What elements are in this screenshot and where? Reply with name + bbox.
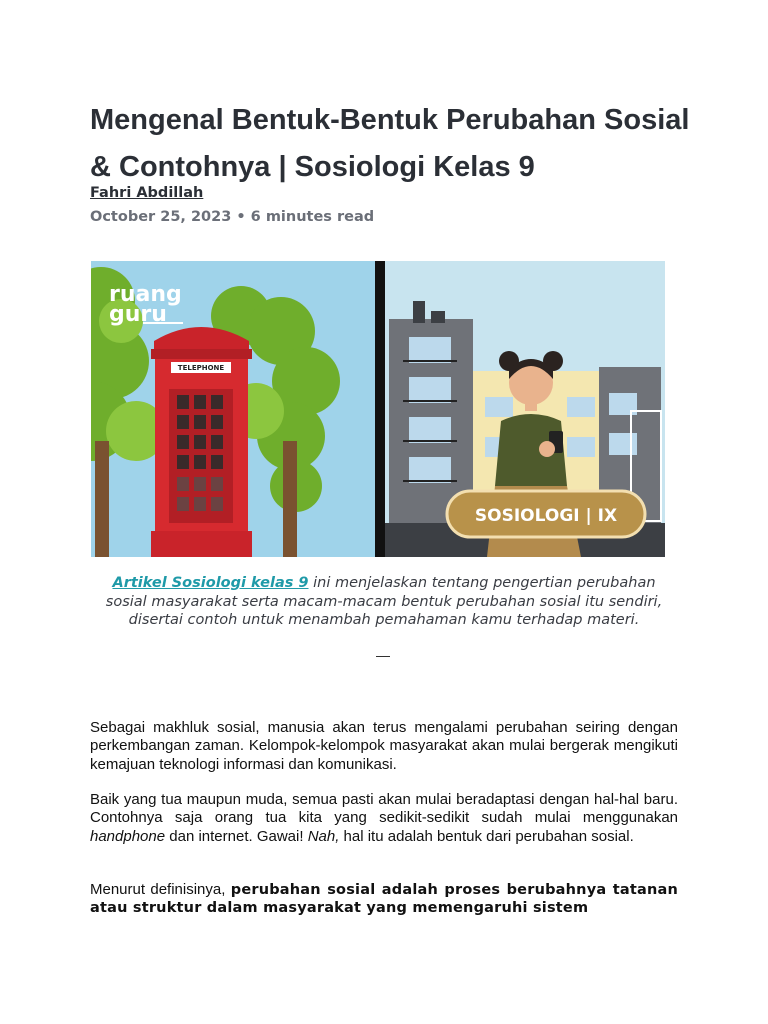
image-caption — [90, 574, 678, 630]
paragraph-3 — [90, 881, 678, 918]
booth-sign: TELEPHONE — [177, 364, 225, 372]
brand-logo-line2: guru — [109, 302, 167, 327]
paragraph-2-text-a: Baik yang tua maupun muda, semua pasti akan mulai beradaptasi dengan hal-hal baru. Contohnya saja orang tua kita yang sedikit-sedikit sudah mulai menggunakan — [90, 791, 678, 827]
hero-image — [91, 261, 665, 557]
separator: — — [376, 647, 390, 663]
paragraph-2 — [90, 791, 678, 846]
article-title: Mengenal Bentuk-Bentuk Perubahan Sosial & Contohnya | Sosiologi Kelas 9 — [90, 104, 690, 183]
paragraph-3-text: Menurut definisinya, — [90, 881, 231, 898]
caption-link[interactable]: Artikel Sosiologi kelas 9 — [112, 575, 309, 591]
paragraph-2-emphasis-1: handphone — [90, 827, 166, 845]
article-meta: October 25, 2023 • 6 minutes read — [90, 209, 375, 225]
paragraph-2-text-b: dan internet. Gawai! — [165, 827, 308, 845]
paragraph-2-text-c: hal itu adalah bentuk dari perubahan sosial. — [339, 827, 634, 845]
tree-trunk-right — [283, 441, 297, 557]
author-link[interactable]: Fahri Abdillah — [90, 185, 204, 201]
paragraph-3-bold: perubahan sosial adalah proses berubahnya tatanan atau struktur dalam masyarakat yang memengaruhi sistem — [90, 882, 679, 917]
brand-logo-line1: ruang — [109, 282, 182, 307]
tree-trunk-left — [95, 441, 109, 557]
telephone-booth — [151, 327, 252, 557]
image-divider — [375, 261, 385, 557]
caption-text: ini menjelaskan tentang pengertian perubahan sosial masyarakat serta macam-macam bentuk perubahan sosial itu sendiri, disertai contoh untuk menambah pemahaman kamu terhadap materi. — [105, 575, 663, 628]
badge-text: SOSIOLOGI | IX — [474, 506, 618, 526]
paragraph-1: Sebagai makhluk sosial, manusia akan terus mengalami perubahan seiring dengan perkembangan zaman. Kelompok-kelompok masyarakat akan mulai bergerak mengikuti kemajuan teknologi informasi dan komunikasi. — [90, 719, 678, 773]
paragraph-2-emphasis-2: Nah, — [307, 827, 340, 845]
